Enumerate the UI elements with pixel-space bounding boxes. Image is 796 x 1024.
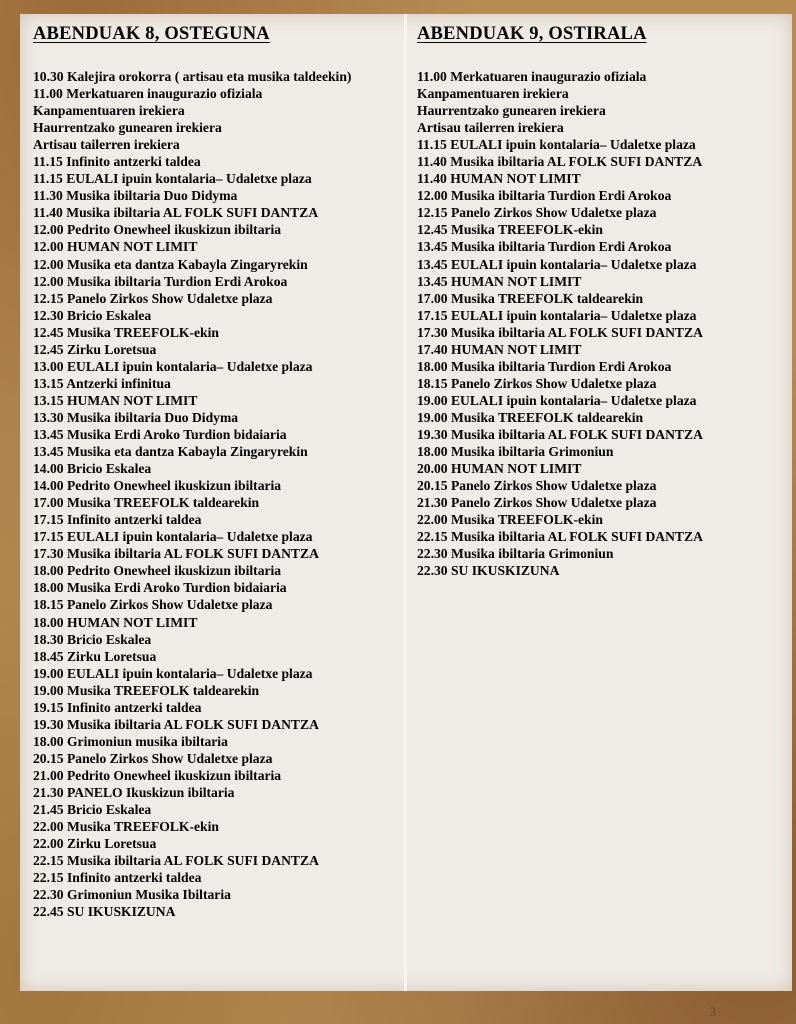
schedule-item: 12.00 HUMAN NOT LIMIT [33,239,198,255]
schedule-item: Artisau tailerren irekiera [33,137,180,153]
schedule-item: 17.30 Musika ibiltaria AL FOLK SUFI DANTZA [417,324,703,340]
schedule-item: 22.00 Musika TREEFOLK-ekin [33,819,219,835]
schedule-list [417,68,787,579]
schedule-item: 12.30 Bricio Eskalea [33,307,152,323]
schedule-item: 13.45 Musika eta dantza Kabayla Zingaryrekin [33,444,308,460]
schedule-item: 18.00 Pedrito Onewheel ikuskizun ibiltaria [33,563,282,579]
schedule-item: 11.40 HUMAN NOT LIMIT [417,171,581,187]
schedule-item: 19.00 Musika TREEFOLK taldearekin [417,409,644,425]
schedule-item: 11.30 Musika ibiltaria Duo Didyma [33,188,238,204]
schedule-item: 18.00 Grimoniun musika ibiltaria [33,733,228,749]
schedule-item: 19.00 Musika TREEFOLK taldearekin [33,682,260,698]
schedule-item: 20.00 HUMAN NOT LIMIT [417,461,582,477]
schedule-item: 11.15 Infinito antzerki taldea [33,154,201,170]
column-divider [404,14,407,991]
schedule-item: 13.30 Musika ibiltaria Duo Didyma [33,409,239,425]
schedule-item: 12.00 Musika eta dantza Kabayla Zingaryrekin [33,256,308,272]
schedule-item: 18.30 Bricio Eskalea [33,631,152,647]
day-heading: ABENDUAK 9, OSTIRALA [417,24,647,44]
schedule-item: 22.15 Infinito antzerki taldea [33,870,202,886]
schedule-item: 17.15 Infinito antzerki taldea [33,512,202,528]
schedule-item: 13.45 Musika Erdi Aroko Turdion bidaiaria [33,426,287,442]
schedule-item: 12.45 Zirku Loretsua [33,341,157,357]
schedule-item: 22.30 Musika ibiltaria Grimoniun [417,546,614,562]
schedule-item: 17.15 EULALI ipuin kontalaria– Udaletxe plaza [33,529,313,545]
schedule-item: 18.15 Panelo Zirkos Show Udaletxe plaza [417,375,657,391]
schedule-item: 22.30 SU IKUSKIZUNA [417,563,560,579]
schedule-item: 18.00 Musika ibiltaria Grimoniun [417,444,614,460]
schedule-item: 19.00 EULALI ipuin kontalaria– Udaletxe plaza [417,392,697,408]
schedule-item: 18.45 Zirku Loretsua [33,648,157,664]
schedule-item: 13.45 HUMAN NOT LIMIT [417,273,582,289]
schedule-item: 22.45 SU IKUSKIZUNA [33,904,176,920]
day-heading: ABENDUAK 8, OSTEGUNA [33,24,270,44]
schedule-item: 10.30 Kalejira orokorra ( artisau eta musika taldeekin) [33,69,352,84]
schedule-item: 11.40 Musika ibiltaria AL FOLK SUFI DANTZA [33,205,319,221]
schedule-item: 19.00 EULALI ipuin kontalaria– Udaletxe plaza [33,665,313,681]
schedule-item: 17.30 Musika ibiltaria AL FOLK SUFI DANTZA [33,546,319,562]
page-number: 3 [709,1004,716,1019]
schedule-item: 11.00 Merkatuaren inaugurazio ofiziala [33,86,263,102]
schedule-item: 14.00 Bricio Eskalea [33,461,152,477]
schedule-item: 12.00 Musika ibiltaria Turdion Erdi Arokoa [33,273,288,289]
schedule-item: 17.40 HUMAN NOT LIMIT [417,341,582,357]
schedule-item: 22.00 Musika TREEFOLK-ekin [417,512,603,528]
schedule-item: 13.45 EULALI ipuin kontalaria– Udaletxe plaza [417,256,697,272]
schedule-item: 11.00 Merkatuaren inaugurazio ofiziala [417,69,647,84]
schedule-item: 18.00 Musika ibiltaria Turdion Erdi Arokoa [417,358,672,374]
schedule-item: 21.30 Panelo Zirkos Show Udaletxe plaza [417,495,657,511]
schedule-item: 11.15 EULALI ipuin kontalaria– Udaletxe plaza [417,137,696,153]
day-column-thursday [33,22,398,920]
schedule-item: 18.00 HUMAN NOT LIMIT [33,614,198,630]
schedule-item: 22.15 Musika ibiltaria AL FOLK SUFI DANTZA [417,529,703,545]
schedule-item: 20.15 Panelo Zirkos Show Udaletxe plaza [33,750,273,766]
schedule-item: 19.30 Musika ibiltaria AL FOLK SUFI DANTZA [417,426,703,442]
schedule-item: 18.00 Musika Erdi Aroko Turdion bidaiaria [33,580,287,596]
schedule-item: 21.00 Pedrito Onewheel ikuskizun ibiltaria [33,767,282,783]
schedule-item: 22.30 Grimoniun Musika Ibiltaria [33,887,231,903]
schedule-item: 17.15 EULALI ipuin kontalaria– Udaletxe plaza [417,307,697,323]
schedule-item: 20.15 Panelo Zirkos Show Udaletxe plaza [417,478,657,494]
schedule-item: 19.30 Musika ibiltaria AL FOLK SUFI DANTZA [33,716,319,732]
schedule-item: 21.45 Bricio Eskalea [33,802,152,818]
schedule-item: 13.15 Antzerki infinitua [33,375,171,391]
schedule-item: 22.00 Zirku Loretsua [33,836,157,852]
schedule-item: 12.45 Musika TREEFOLK-ekin [33,324,219,340]
schedule-item: Haurrentzako gunearen irekiera [33,120,222,136]
schedule-item: 11.15 EULALI ipuin kontalaria– Udaletxe plaza [33,171,312,187]
schedule-item: 13.45 Musika ibiltaria Turdion Erdi Arokoa [417,239,672,255]
schedule-item: Kanpamentuaren irekiera [417,86,569,102]
schedule-item: Artisau tailerren irekiera [417,120,564,136]
schedule-item: 12.15 Panelo Zirkos Show Udaletxe plaza [417,205,657,221]
schedule-item: 22.15 Musika ibiltaria AL FOLK SUFI DANTZA [33,853,319,869]
schedule-list [33,68,398,920]
schedule-item: 12.00 Musika ibiltaria Turdion Erdi Arokoa [417,188,672,204]
schedule-item: 17.00 Musika TREEFOLK taldearekin [417,290,644,306]
schedule-item: 11.40 Musika ibiltaria AL FOLK SUFI DANTZA [417,154,703,170]
schedule-item: 12.15 Panelo Zirkos Show Udaletxe plaza [33,290,273,306]
schedule-item: Haurrentzako gunearen irekiera [417,103,606,119]
schedule-item: 21.30 PANELO Ikuskizun ibiltaria [33,784,235,800]
day-column-friday [417,22,787,579]
schedule-item: 13.15 HUMAN NOT LIMIT [33,392,198,408]
schedule-item: 13.00 EULALI ipuin kontalaria– Udaletxe plaza [33,358,313,374]
schedule-item: Kanpamentuaren irekiera [33,103,185,119]
schedule-item: 12.45 Musika TREEFOLK-ekin [417,222,603,238]
schedule-item: 18.15 Panelo Zirkos Show Udaletxe plaza [33,597,273,613]
schedule-item: 12.00 Pedrito Onewheel ikuskizun ibiltaria [33,222,282,238]
schedule-item: 19.15 Infinito antzerki taldea [33,699,202,715]
schedule-item: 17.00 Musika TREEFOLK taldearekin [33,495,260,511]
schedule-item: 14.00 Pedrito Onewheel ikuskizun ibiltaria [33,478,282,494]
